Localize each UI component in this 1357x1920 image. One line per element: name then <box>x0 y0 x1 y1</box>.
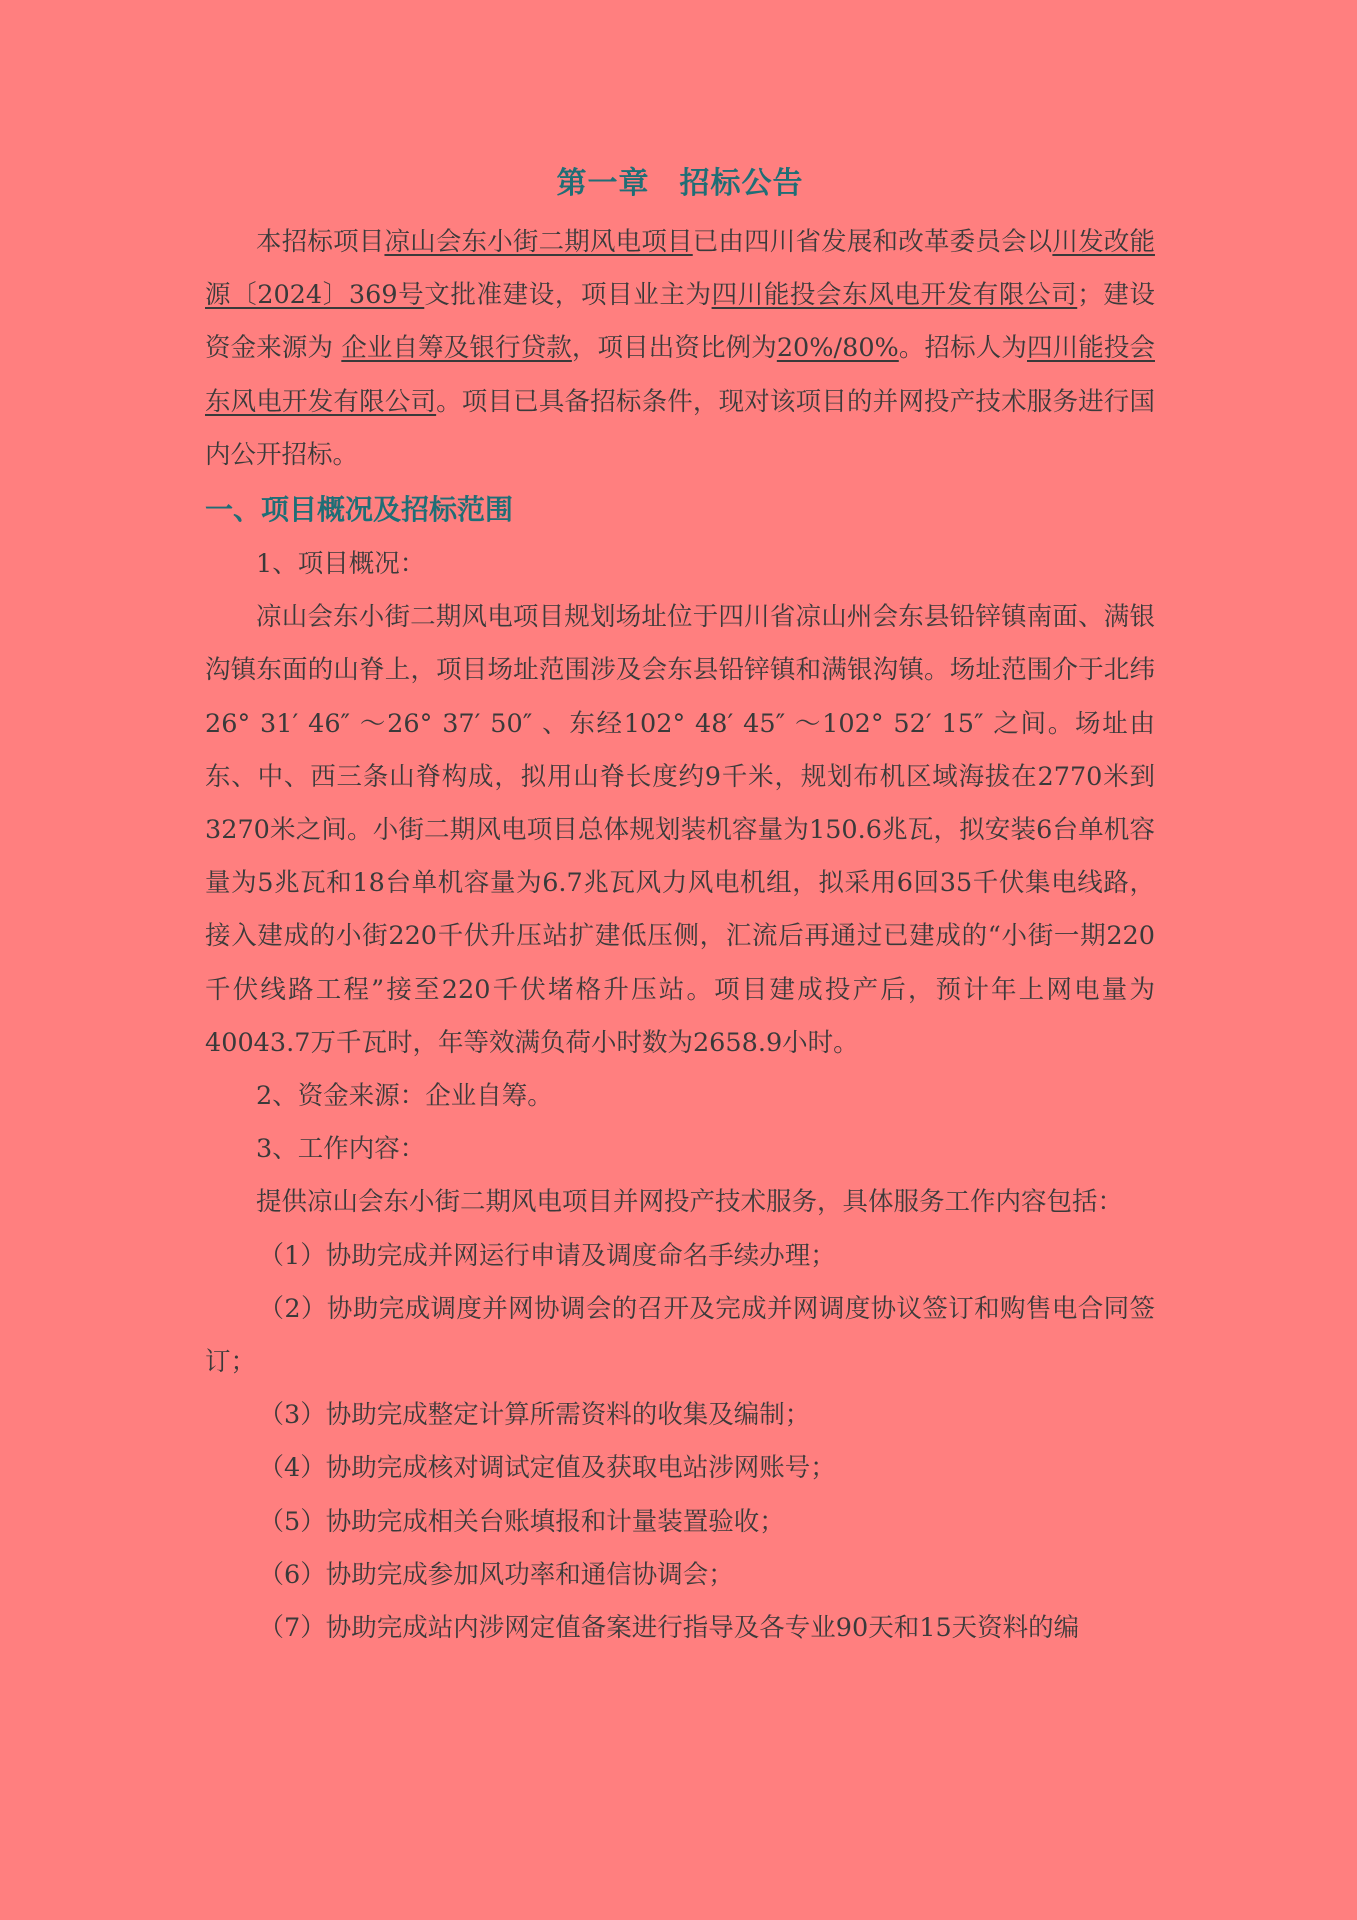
document-page <box>205 160 1155 1655</box>
approval-document: 川发改能源〔2024〕369号 <box>205 227 1155 311</box>
work-intro: 提供凉山会东小街二期风电项目并网投产技术服务，具体服务工作内容包括： <box>256 1187 1124 1218</box>
intro-text-5: ，项目出资比例为 <box>571 333 777 364</box>
intro-text-6: 。招标人为 <box>898 333 1027 364</box>
project-overview-paragraph: 凉山会东小街二期风电项目规划场址位于四川省凉山州会东县铅锌镇南面、满银沟镇东面的山脊上，项目场址范围涉及会东县铅锌镇和满银沟镇。场址范围介于北纬26° 31′ 46″ ～26° 37′ 50″ 、东经102° 48′ 45″ ～102° 52′ 15″ 之间。场址由东、中、西三条山脊构成，拟用山脊长度约9千米，规划布机区域海拔在2770米到3270米之间。小街二期风电项目总体规划装机容量为150.6兆瓦，拟安装6台单机容量为5兆瓦和18台单机容量为6.7兆瓦风力风电机组，拟采用6回35千伏集电线路，接入建成的小街220千伏升压站扩建低压侧，汇流后再通过已建成的“小街一期220千伏线路工程”接至220千伏堵格升压站。项目建成投产后，预计年上网电量为40043.7万千瓦时，年等效满负荷小时数为2658.9小时。 <box>205 602 1155 1058</box>
task-item-7: （7）协助完成站内涉网定值备案进行指导及各专业90天和15天资料的编 <box>258 1613 1080 1644</box>
tenderer: 四川能投会东风电开发有限公司 <box>205 333 1155 417</box>
chapter-title <box>205 160 1155 208</box>
funding-ratio: 20%/80% <box>776 333 899 364</box>
intro-text-1: 本招标项目 <box>256 227 385 257</box>
intro-text-2: 已由四川省发展和改革委员会以 <box>692 227 1053 257</box>
intro-text-3: 文批准建设，项目业主为 <box>424 280 712 311</box>
task-item-5: （5）协助完成相关台账填报和计量装置验收； <box>258 1506 785 1537</box>
task-item-2: （2）协助完成调度并网协调会的召开及完成并网调度协议签订和购售电合同签订； <box>205 1293 1155 1378</box>
task-item-4: （4）协助完成核对调试定值及获取电站涉网账号； <box>258 1453 836 1484</box>
intro-text-4: ；建设资金来源为 <box>205 280 1155 364</box>
task-item-1: （1）协助完成并网运行申请及调度命名手续办理； <box>258 1240 836 1271</box>
item-3-label: 3、工作内容： <box>256 1134 426 1165</box>
intro-paragraph <box>205 216 1155 482</box>
project-owner: 四川能投会东风电开发有限公司 <box>711 280 1078 311</box>
project-name: 凉山会东小街二期风电项目 <box>384 227 693 257</box>
fund-source: 企业自筹及银行贷款 <box>341 333 572 364</box>
item-2-fund-source: 2、资金来源：企业自筹。 <box>256 1081 553 1112</box>
chapter-name: 招标公告 <box>679 166 804 201</box>
intro-text-7: 。项目已具备招标条件，现对该项目的并网投产技术服务进行国内公开招标。 <box>205 386 1155 470</box>
section-heading: 一、项目概况及招标范围 <box>205 493 514 527</box>
task-item-6: （6）协助完成参加风功率和通信协调会； <box>258 1559 734 1590</box>
item-1-label: 1、项目概况： <box>256 549 426 580</box>
chapter-number: 第一章 <box>556 166 650 201</box>
task-item-3: （3）协助完成整定计算所需资料的收集及编制； <box>258 1400 811 1431</box>
